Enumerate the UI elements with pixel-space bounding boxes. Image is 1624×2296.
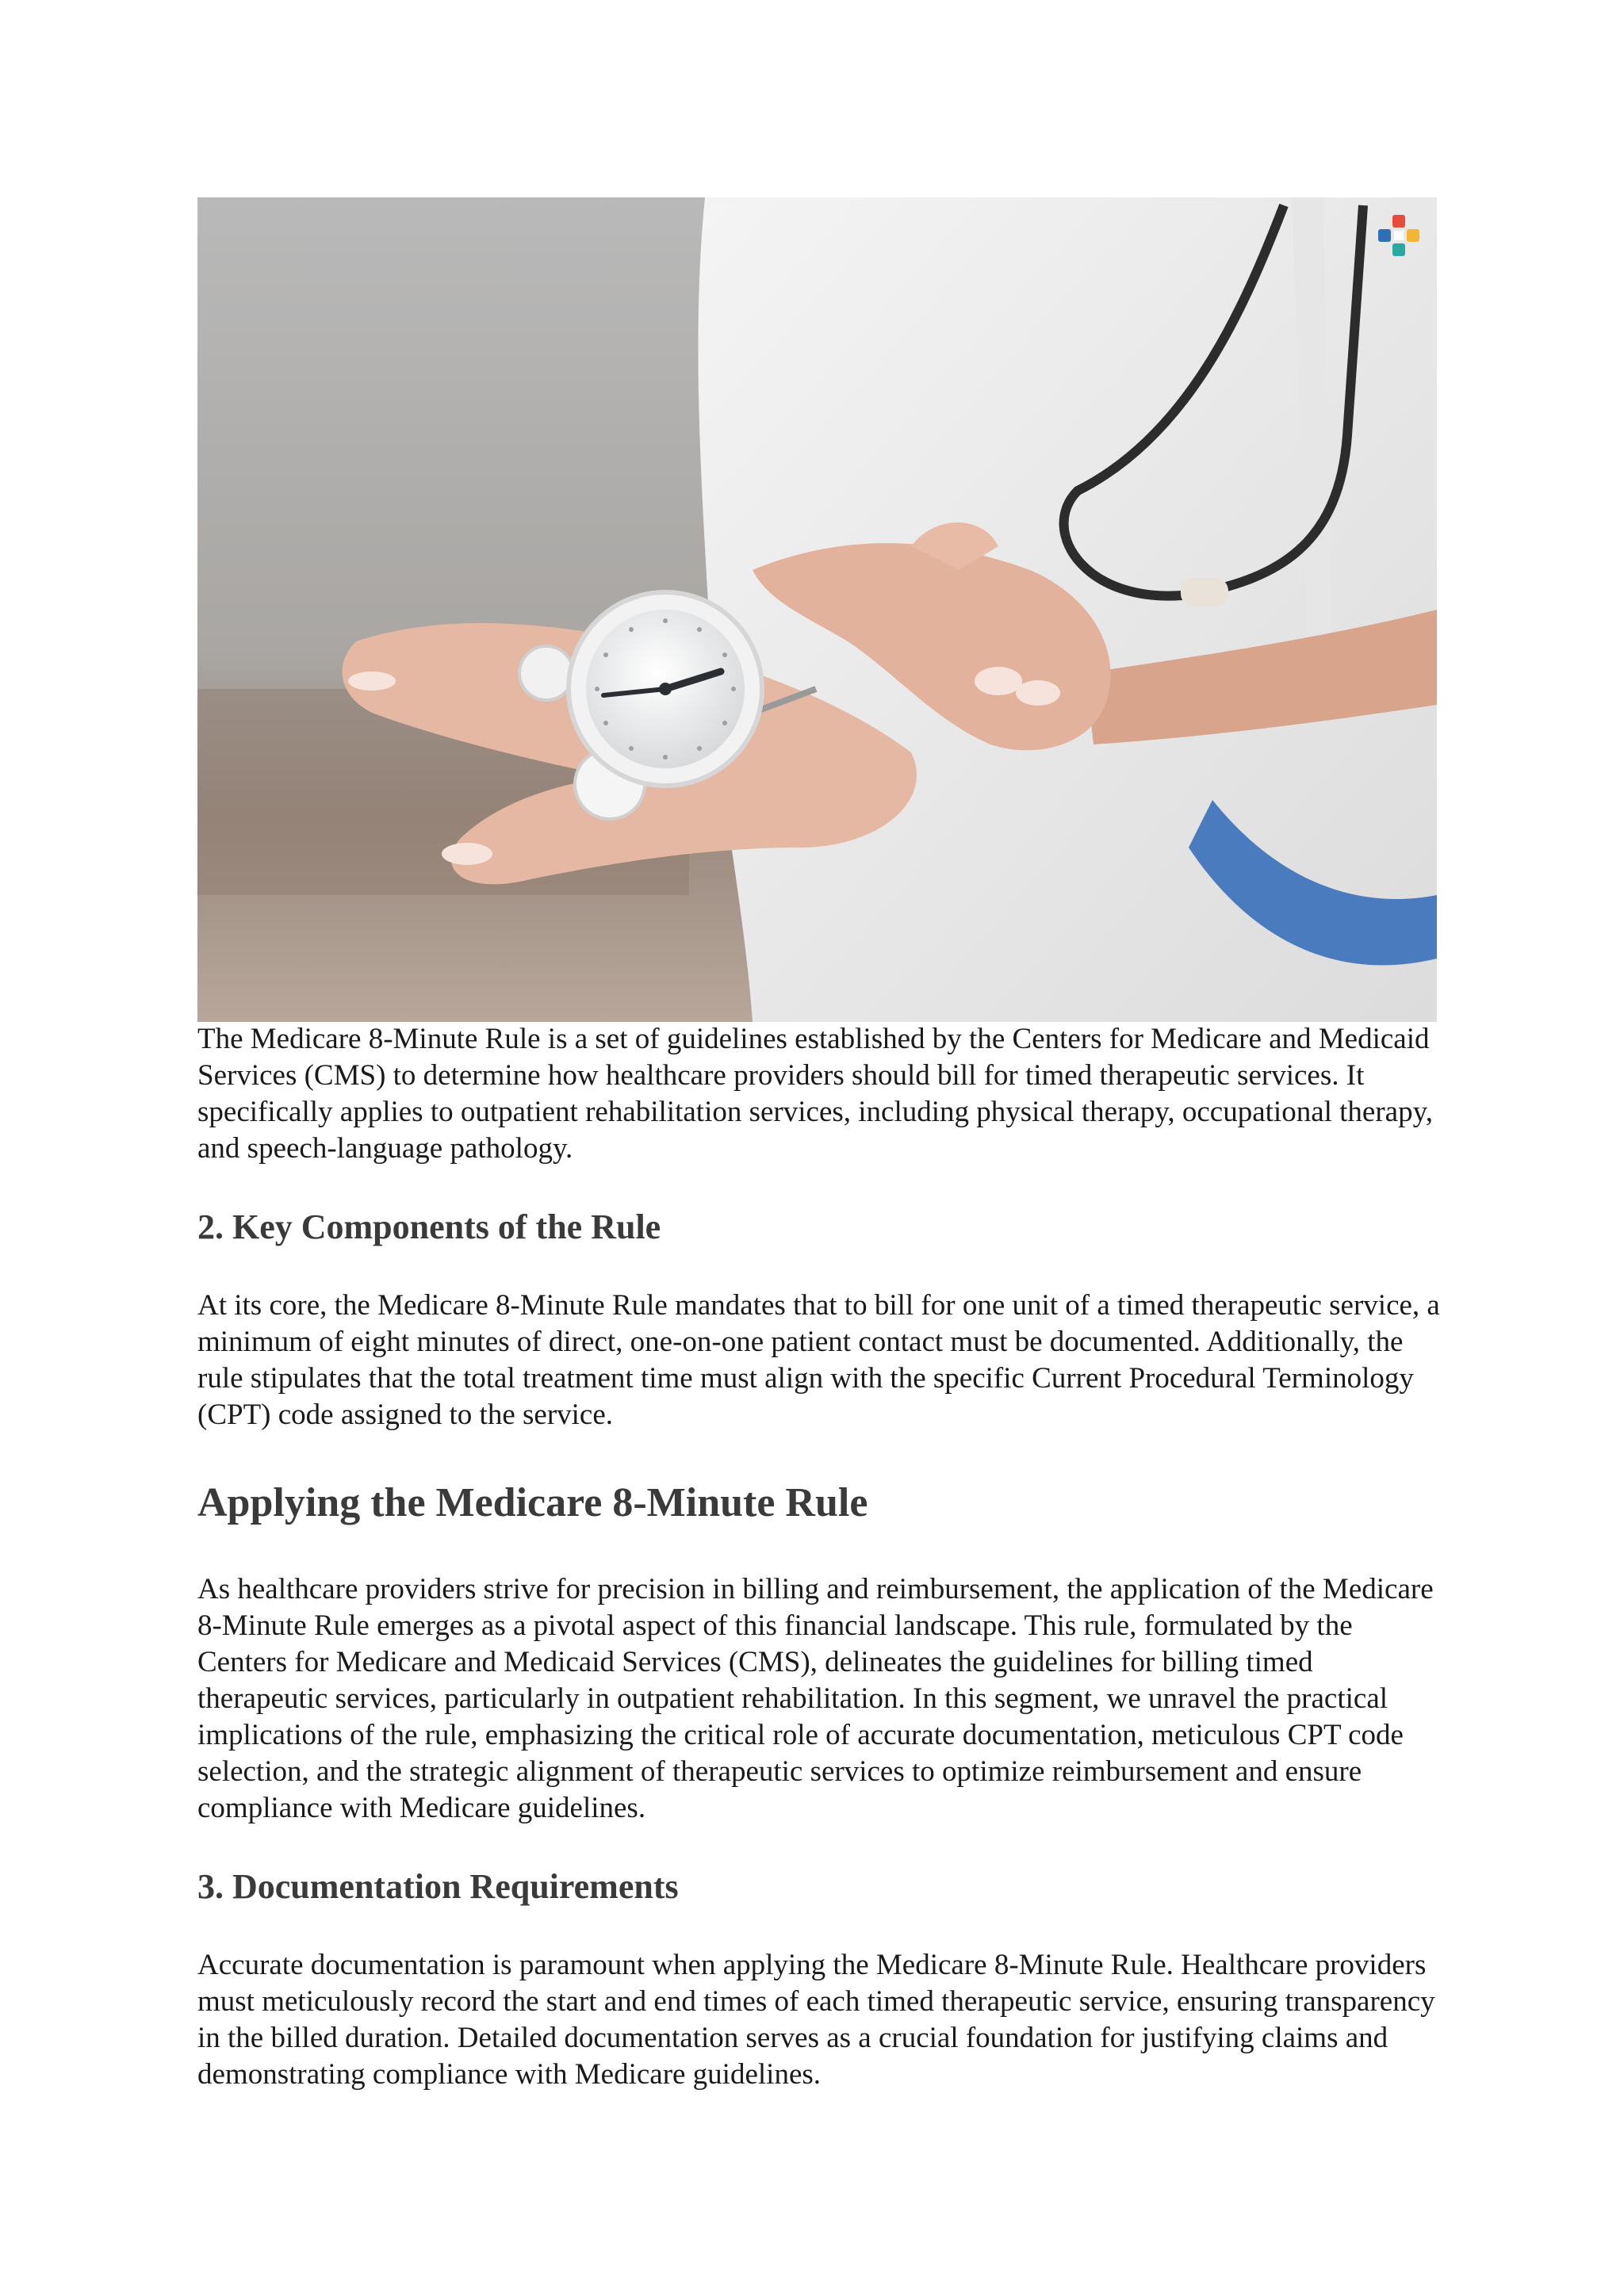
- article-content: [197, 1021, 1446, 2093]
- hero-image: [197, 197, 1437, 1022]
- clock-in-hands-photo: [197, 197, 1437, 1022]
- section-heading-documentation: 3. Documentation Requirements: [197, 1867, 679, 1906]
- section-heading-applying: Applying the Medicare 8-Minute Rule: [197, 1480, 868, 1525]
- key-components-paragraph: At its core, the Medicare 8-Minute Rule mandates that to bill for one unit of a timed therapeutic service, a minimum of eight minutes of direct, one-on-one patient contact must be documented. Additionally, the rule stipulates that the total treatment time must align with the specific Current Procedural Terminology (CPT) code assigned to the service.: [197, 1289, 1440, 1431]
- intro-paragraph: The Medicare 8-Minute Rule is a set of guidelines established by the Centers for Medicare and Medicaid Services (CMS) to determine how healthcare providers should bill for timed therapeutic services. It specifically applies to outpatient rehabilitation services, including physical therapy, occupational therapy, and speech-language pathology.: [197, 1023, 1433, 1165]
- applying-paragraph: As healthcare providers strive for precision in billing and reimbursement, the application of the Medicare 8-Minute Rule emerges as a pivotal aspect of this financial landscape. This rule, formulated by the Centers for Medicare and Medicaid Services (CMS), delineates the guidelines for billing timed therapeutic services, particularly in outpatient rehabilitation. In this segment, we unravel the practical implications of the rule, emphasizing the critical role of accurate documentation, meticulous CPT code selection, and the strategic alignment of therapeutic services to optimize reimbursement and ensure compliance with Medicare guidelines.: [197, 1573, 1434, 1824]
- section-heading-key-components: 2. Key Components of the Rule: [197, 1207, 661, 1246]
- brand-cross-logo-icon: [1375, 212, 1423, 259]
- documentation-paragraph: Accurate documentation is paramount when applying the Medicare 8-Minute Rule. Healthcare providers must meticulously record the start and end times of each timed therapeutic service, ensuring transparency in the billed duration. Detailed documentation serves as a crucial foundation for justifying claims and demonstrating compliance with Medicare guidelines.: [197, 1949, 1435, 2091]
